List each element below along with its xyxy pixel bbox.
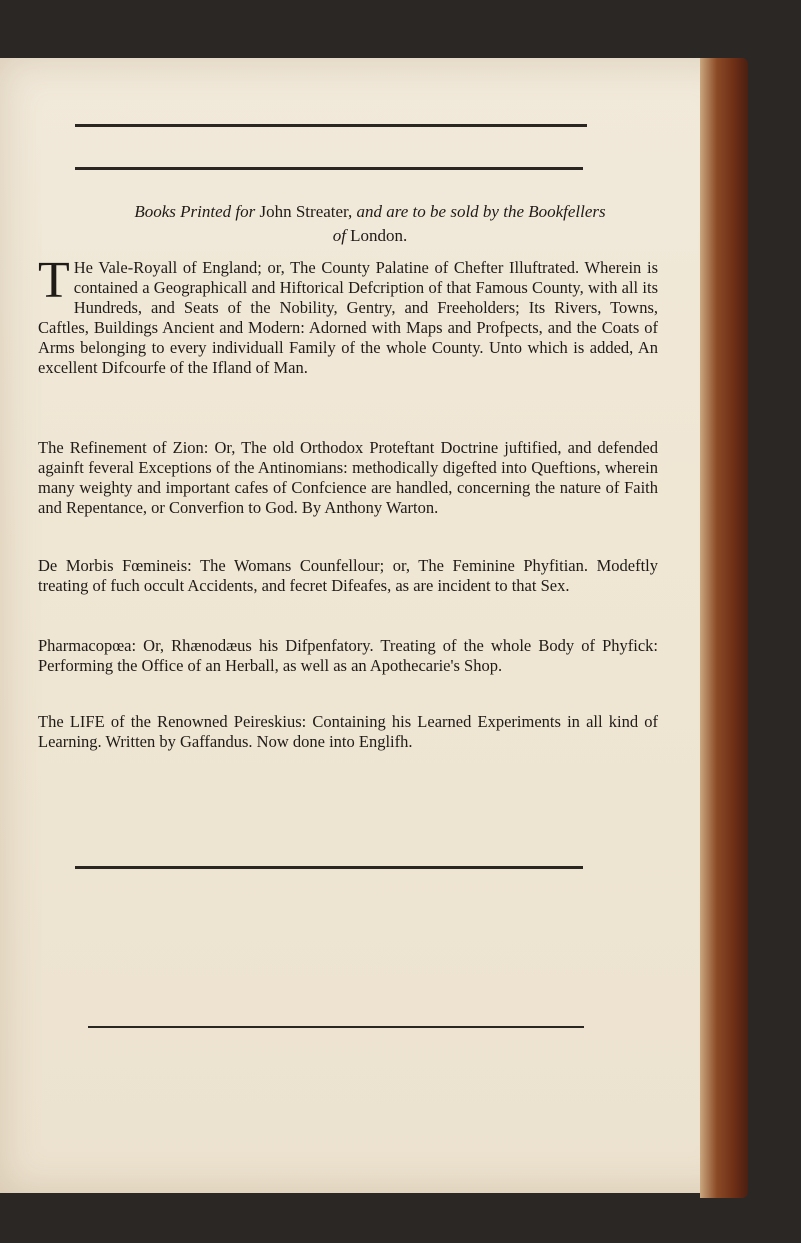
third-rule <box>75 866 583 869</box>
bottom-rule <box>88 1026 584 1028</box>
entry-2 <box>38 438 658 518</box>
top-rule <box>75 124 587 127</box>
heading-line-1 <box>60 200 680 224</box>
page-heading <box>60 200 680 248</box>
entry-3-text: De Morbis Fœmineis: The Womans Counfellour; or, The Feminine Phyfitian. Modeftly treating of fuch occult Accidents, and fecret Difeafes, as are incident to that Sex. <box>38 556 658 595</box>
heading-italic-a: Books Printed for <box>134 202 256 221</box>
entry-1 <box>38 252 658 378</box>
heading-name: John Streater, <box>259 202 353 221</box>
book-edge <box>700 58 748 1198</box>
entry-4-text: Pharmacopœa: Or, Rhænodæus his Difpenfatory. Treating of the whole Body of Phyfick: Performing the Office of an Herball, as well as an Apothecarie's Shop. <box>38 636 658 675</box>
heading-place: London. <box>350 226 408 245</box>
entry-2-text: The Refinement of Zion: Or, The old Orthodox Proteftant Doctrine juftified, and defended againft feveral Exceptions of the Antinomians: methodically digefted into Queftions, wherein many weighty and important cafes of Confcience are handled, concerning the nature of Faith and Repentance, or Converfion to God. By Anthony Warton. <box>38 438 658 517</box>
entry-5 <box>38 712 658 752</box>
heading-italic-b: and are to be sold by the Bookfellers <box>356 202 606 221</box>
entry-5-text: The LIFE of the Renowned Peireskius: Containing his Learned Experiments in all kind of Learning. Written by Gaffandus. Now done into Englifh. <box>38 712 658 751</box>
entry-4 <box>38 636 658 676</box>
heading-line-2 <box>60 224 680 248</box>
second-rule <box>75 167 583 170</box>
drop-cap: T <box>38 252 70 309</box>
entry-1-text: He Vale-Royall of England; or, The County Palatine of Chefter Illuftrated. Wherein is contained a Geographicall and Hiftorical Defcription of that Famous County, with all its Hundreds, and Seats of the Nobility, Gentry, and Freeholders; Its Rivers, Towns, Caftles, Buildings Ancient and Modern: Adorned with Maps and Profpects, and the Coats of Arms belonging to every individuall Family of the whole County. Unto which is added, An excellent Difcourfe of the Ifland of Man. <box>38 258 658 377</box>
heading-of: of <box>332 226 346 245</box>
entry-3 <box>38 556 658 596</box>
